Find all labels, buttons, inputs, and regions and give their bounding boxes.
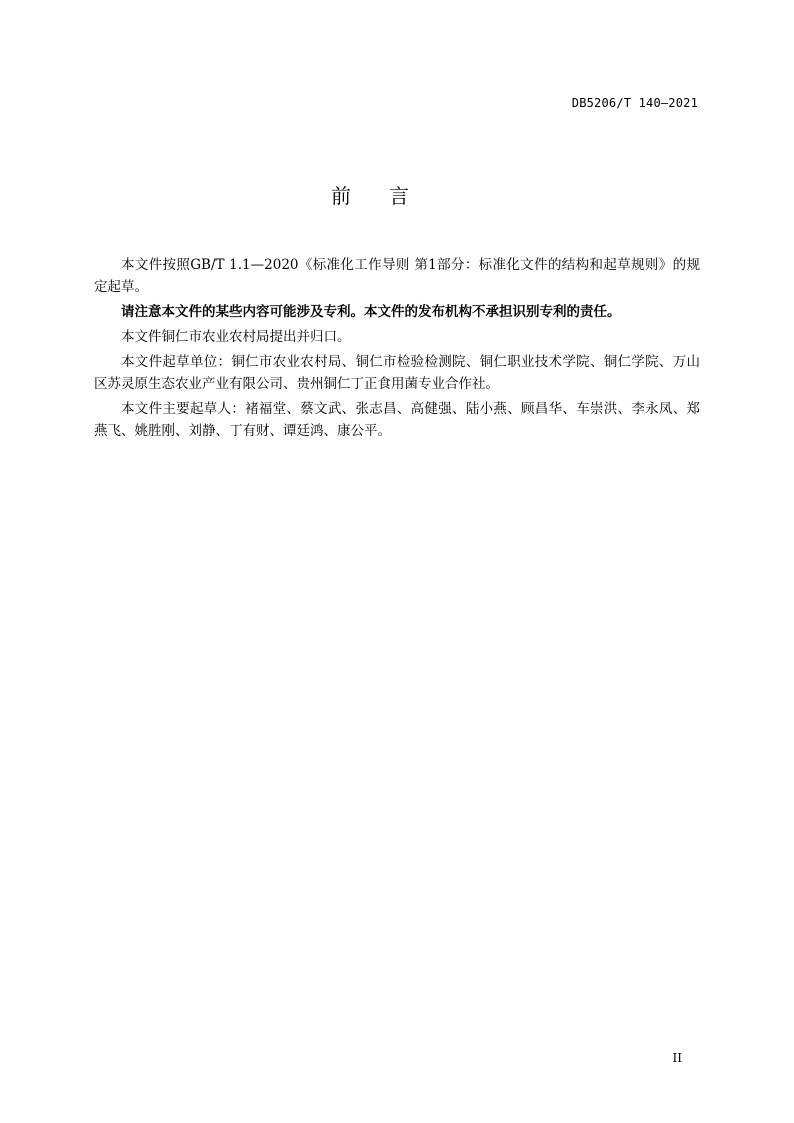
paragraph-drafting-rules: 本文件按照GB/T 1.1—2020《标准化工作导则 第1部分：标准化文件的结构和起草规则》的规定起草。: [94, 257, 700, 295]
paragraph-drafters: 本文件主要起草人：褚福堂、蔡文武、张志昌、高健强、陆小燕、顾昌华、车崇洪、李永凤、郑燕飞、姚胜刚、刘静、丁有财、谭廷鸿、康公平。: [94, 401, 700, 439]
preface-body: [94, 254, 700, 445]
page-title: 前言: [331, 184, 447, 208]
paragraph-proposer: 本文件铜仁市农业农村局提出并归口。: [121, 329, 351, 345]
document-code: DB5206/T 140—2021: [571, 96, 698, 110]
page-number: II: [672, 1051, 682, 1065]
paragraph-patent-notice: 请注意本文件的某些内容可能涉及专利。本文件的发布机构不承担识别专利的责任。: [121, 304, 621, 320]
paragraph-drafting-units: 本文件起草单位：铜仁市农业农村局、铜仁市检验检测院、铜仁职业技术学院、铜仁学院、万山区苏灵原生态农业产业有限公司、贵州铜仁丁正食用菌专业合作社。: [94, 354, 700, 392]
